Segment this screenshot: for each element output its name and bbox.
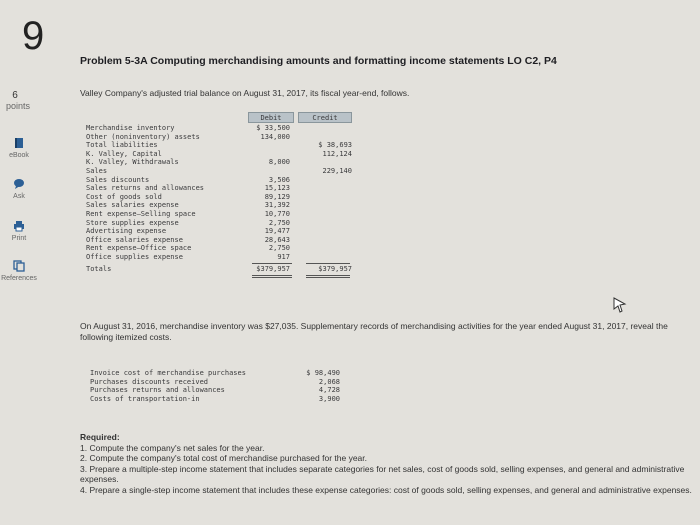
sidebar-item-ask[interactable]: [0, 178, 38, 200]
debit-subtotal-rule: [252, 263, 292, 264]
required-item: 3. Prepare a multiple-step income statement that includes separate categories for net sales, cost of goods sold, selling expenses, and general and administrative expenses.: [80, 463, 685, 484]
sidebar-label-ebook: eBook: [9, 152, 29, 159]
references-icon: [13, 260, 25, 272]
table-row: K. Valley, Capital 112,124: [86, 149, 352, 158]
sidebar-label-print: Print: [11, 235, 27, 242]
trial-balance-table: [86, 112, 352, 296]
totals-row: Totals $379,957 $379,957: [86, 265, 352, 273]
problem-intro: Valley Company's adjusted trial balance on August 31, 2017, its fiscal year-end, follows.: [80, 88, 410, 98]
mouse-cursor-icon: [613, 297, 627, 313]
points-value: 6: [12, 90, 18, 101]
table-row: Sales salaries expense 31,392: [86, 201, 290, 210]
points-label: points: [6, 101, 31, 111]
table-row: Invoice cost of merchandise purchases $ 98,490: [90, 369, 340, 377]
table-row: Rent expense—Selling space 10,770: [86, 210, 290, 218]
credit-total-rule-2: [306, 277, 350, 278]
ebook-icon: [13, 137, 25, 149]
credit-header: Credit: [298, 112, 352, 123]
table-row: Cost of goods sold 89,129: [86, 192, 290, 201]
table-row: Advertising expense 19,477: [86, 227, 290, 236]
required-item: 1. Compute the company's net sales for the year.: [80, 442, 265, 453]
required-item: 4. Prepare a single-step income statement that includes these expense categories: cost of goods sold, selling expenses, and general and administrative expenses.: [80, 484, 692, 495]
print-icon: [13, 220, 25, 232]
points-indicator: [6, 90, 31, 111]
question-number: 9: [22, 14, 45, 58]
table-row: Store supplies expense 2,750: [86, 218, 290, 227]
sidebar-item-print[interactable]: [0, 220, 38, 242]
table-row: Total liabilities $ 38,693: [86, 141, 352, 150]
sidebar-item-ebook[interactable]: [0, 137, 38, 159]
debit-header: Debit: [248, 112, 294, 123]
debit-total-rule-2: [252, 277, 292, 278]
table-row: Sales discounts 3,506: [86, 175, 290, 184]
problem-title: Problem 5-3A Computing merchandising amounts and formatting income statements LO C2, P4: [80, 55, 557, 67]
table-row: Purchases returns and allowances 4,728: [90, 386, 340, 394]
required-section: [80, 432, 695, 495]
sidebar-item-references[interactable]: [0, 260, 38, 282]
ask-icon: [13, 178, 25, 190]
table-row: K. Valley, Withdrawals 8,000: [86, 158, 290, 167]
table-row: Sales returns and allowances 15,123: [86, 184, 290, 193]
required-heading: Required:: [80, 432, 120, 442]
sidebar-label-references: References: [1, 275, 37, 282]
table-row: Office salaries expense 28,643: [86, 235, 290, 244]
required-item: 2. Compute the company's total cost of merchandise purchased for the year.: [80, 453, 367, 463]
table-row: Office supplies expense 917: [86, 253, 290, 261]
table-row: Merchandise inventory $ 33,500: [86, 124, 290, 132]
table-row: Other (noninventory) assets 134,000: [86, 132, 290, 141]
table-row: Rent expense—Office space 2,750: [86, 244, 290, 253]
table-row: Sales 229,140: [86, 167, 352, 175]
sidebar-label-ask: Ask: [13, 193, 25, 200]
credit-total-rule: [306, 275, 350, 276]
table-row: Costs of transportation-in 3,900: [90, 394, 340, 403]
inventory-paragraph: On August 31, 2016, merchandise inventory was $27,035. Supplementary records of merchandising activities for the year ended August 31, 2017, reveal the following itemized costs.: [80, 321, 668, 342]
supplementary-table: [86, 365, 348, 409]
debit-total-rule: [252, 275, 292, 276]
credit-subtotal-rule: [306, 263, 350, 264]
table-row: Purchases discounts received 2,068: [90, 377, 340, 386]
